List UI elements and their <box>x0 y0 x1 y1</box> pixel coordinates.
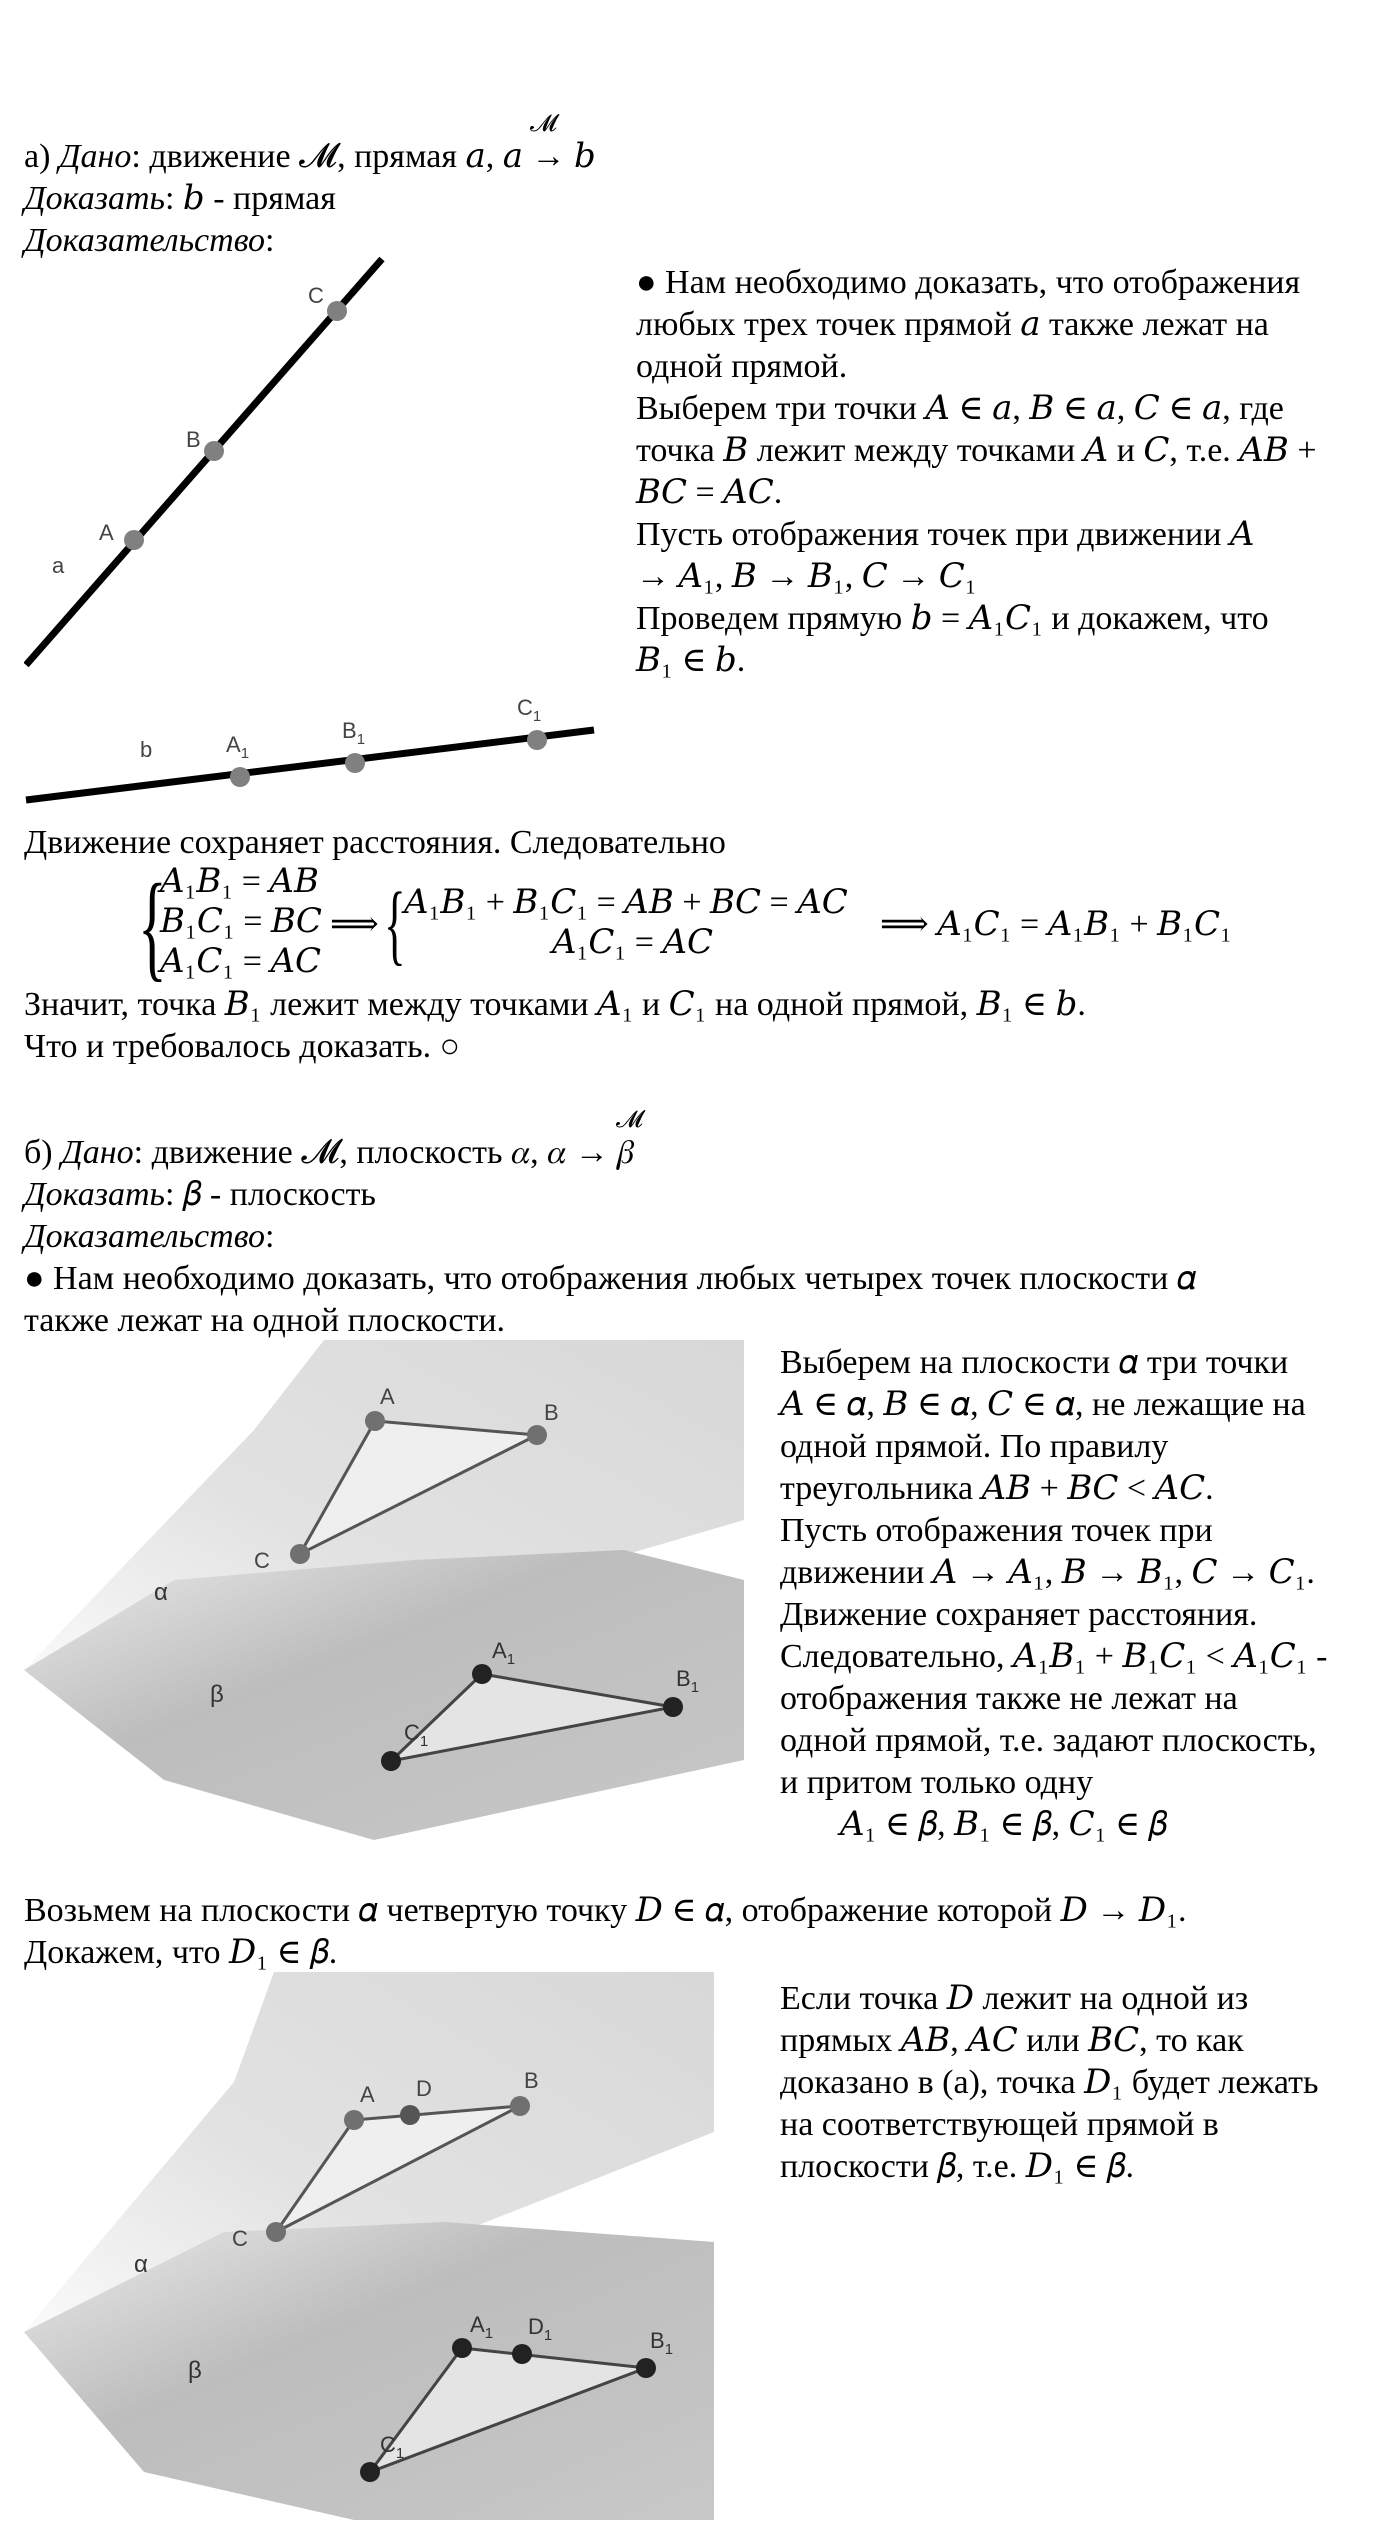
text-line: прямых 𝐴𝐵, 𝐴𝐶 или 𝐵𝐶, то как <box>780 2022 1244 2059</box>
text-line: треугольника 𝐴𝐵 + 𝐵𝐶 < 𝐴𝐶. <box>780 1470 1214 1507</box>
point-C <box>290 1544 310 1564</box>
point-B1 <box>636 2358 656 2378</box>
line-a <box>26 259 382 665</box>
conclusion-line-1: Значит, точка 𝐵₁ лежит между точками 𝐴₁ и 𝐶₁ на одной прямой, 𝐵₁ ∈ 𝑏. <box>24 986 1086 1023</box>
point-A1 <box>230 767 250 787</box>
point-A <box>124 530 144 550</box>
part-a-prefix: а) <box>24 138 51 175</box>
given-text-b: : движение 𝓜, плоскость 𝛼, 𝛼 → 𝛽 <box>133 1134 635 1171</box>
given-label-b: Дано <box>61 1134 134 1171</box>
proof-line-b <box>24 1216 274 1258</box>
label-A: A <box>360 2082 375 2107</box>
system2-line2: 𝐴₁𝐶₁ = 𝐴𝐶 <box>552 924 714 961</box>
prove-label-a: Доказать <box>24 180 165 217</box>
text-line: 𝐵₁ ∈ 𝑏. <box>636 642 746 679</box>
text-line: движении 𝐴 → 𝐴₁, 𝐵 → 𝐵₁, 𝐶 → 𝐶₁. <box>780 1554 1315 1591</box>
equation: 𝐴₁𝐵₁ = 𝐴𝐵 <box>160 863 319 900</box>
label-B1: $B_1$ <box>676 1666 700 1696</box>
intro-line-1: ● Нам необходимо доказать, что отображения любых четырех точек плоскости 𝛼 <box>24 1260 1197 1297</box>
prove-text-b: : 𝛽 - плоскость <box>164 1176 376 1213</box>
label-beta: β <box>188 2357 202 2384</box>
point-A1 <box>452 2338 472 2358</box>
text-line: Движение сохраняет расстояния. <box>780 1596 1258 1633</box>
equation: 𝐵₁𝐶₁ = 𝐵𝐶 <box>160 903 322 940</box>
line-b <box>26 730 594 800</box>
point-B1 <box>345 753 365 773</box>
brace-left: { <box>138 859 167 992</box>
point-A1 <box>472 1664 492 1684</box>
proof-colon-a: : <box>265 222 275 259</box>
system1 <box>160 862 322 982</box>
label-B: B <box>544 1400 559 1425</box>
label-C: C <box>308 283 324 308</box>
right-column-b <box>780 1342 1327 1846</box>
point-B1 <box>663 1697 683 1717</box>
label-beta: β <box>210 1681 224 1708</box>
text-line: одной прямой, т.е. задают плоскость, <box>780 1722 1317 1759</box>
text-line: одной прямой. По правилу <box>780 1428 1169 1465</box>
figure-planes-1 <box>24 1340 744 1840</box>
right-column-b2 <box>780 1978 1318 2188</box>
text-line: Следовательно, 𝐴₁𝐵₁ + 𝐵₁𝐶₁ < 𝐴₁𝐶₁ - <box>780 1638 1328 1675</box>
right-column-a <box>636 262 1317 682</box>
intro-line-2: также лежат на одной плоскости. <box>24 1302 506 1339</box>
arrow-label-b: 𝓜 <box>616 1107 643 1133</box>
prove-line-a <box>24 178 336 220</box>
point-C1 <box>381 1751 401 1771</box>
equation: 𝐴₁𝐶₁ = 𝐴𝐶 <box>160 943 322 980</box>
part-b-prefix: б) <box>24 1134 53 1171</box>
given-line-b <box>24 1132 635 1174</box>
text-line: ● Нам необходимо доказать, что отображения <box>636 264 1301 301</box>
brace-right: { <box>384 875 406 974</box>
text-line: → 𝐴₁, 𝐵 → 𝐵₁, 𝐶 → 𝐶₁ <box>636 558 977 595</box>
label-C: C <box>232 2226 248 2251</box>
prove-line-b <box>24 1174 376 1216</box>
label-C1: $C_1$ <box>380 2432 405 2462</box>
point-A <box>344 2110 364 2130</box>
label-alpha: α <box>154 1579 168 1606</box>
text-line: любых трех точек прямой 𝑎 также лежат на <box>636 306 1269 343</box>
given-label-a: Дано <box>58 138 132 175</box>
text-line: Проведем прямую 𝑏 = 𝐴₁𝐶₁ и докажем, что <box>636 600 1269 637</box>
text-line: точка 𝐵 лежит между точками 𝐴 и 𝐶, т.е. 𝐴𝐵 + <box>636 432 1317 469</box>
fourth-point-line-1: Возьмем на плоскости 𝛼 четвертую точку 𝐷 ∈ 𝛼, отображение которой 𝐷 → 𝐷₁. <box>24 1892 1187 1929</box>
point-B <box>527 1425 547 1445</box>
label-C1: $C_1$ <box>517 695 542 725</box>
point-C1 <box>527 730 547 750</box>
label-D: D <box>416 2076 432 2101</box>
system2-line1: 𝐴₁𝐵₁ + 𝐵₁𝐶₁ = 𝐴𝐵 + 𝐵𝐶 = 𝐴𝐶 <box>404 884 848 921</box>
text-line: Если точка 𝐷 лежит на одной из <box>780 1980 1249 2017</box>
text-line: доказано в (а), точка 𝐷₁ будет лежать <box>780 2064 1319 2101</box>
text-line: плоскости 𝛽, т.е. 𝐷₁ ∈ 𝛽. <box>780 2148 1135 2185</box>
point-C <box>266 2222 286 2242</box>
point-B <box>204 441 224 461</box>
label-B: B <box>186 427 201 452</box>
label-B1: $B_1$ <box>342 718 366 748</box>
label-B: B <box>524 2068 539 2093</box>
text-line: и притом только одну <box>780 1764 1094 1801</box>
point-D <box>400 2105 420 2125</box>
text-line: Пусть отображения точек при <box>780 1512 1213 1549</box>
text-line: Выберем на плоскости 𝛼 три точки <box>780 1344 1289 1381</box>
text-line: отображения также не лежат на <box>780 1680 1238 1717</box>
label-A1: $A_1$ <box>226 732 250 762</box>
figure-lines <box>24 255 604 815</box>
point-C <box>327 301 347 321</box>
result-line: ⟹ 𝐴₁𝐶₁ = 𝐴₁𝐵₁ + 𝐵₁𝐶₁ <box>880 906 1232 943</box>
proof-label-b: Доказательство <box>24 1218 266 1255</box>
label-B1: $B_1$ <box>650 2328 674 2358</box>
label-b-line: b <box>140 737 153 762</box>
label-A1: $A_1$ <box>470 2312 494 2342</box>
memberships-line: 𝐴₁ ∈ 𝛽, 𝐵₁ ∈ 𝛽, 𝐶₁ ∈ 𝛽 <box>840 1806 1168 1843</box>
point-C1 <box>360 2462 380 2482</box>
label-C1: $C_1$ <box>404 1720 429 1750</box>
text-line: 𝐵𝐶 = 𝐴𝐶. <box>636 474 783 511</box>
text-line: Выберем три точки 𝐴 ∈ 𝑎, 𝐵 ∈ 𝑎, 𝐶 ∈ 𝑎, где <box>636 390 1284 427</box>
label-D1: $D_1$ <box>528 2314 553 2344</box>
text-line: одной прямой. <box>636 348 848 385</box>
proof-label-a: Доказательство <box>24 222 266 259</box>
given-text-a: : движение 𝓜, прямая 𝑎, 𝑎 → 𝑏 <box>131 138 596 175</box>
arrow-label-a: 𝓜 <box>530 111 557 137</box>
conclusion-line-2: Что и требовалось доказать. ○ <box>24 1028 461 1065</box>
prove-label-b: Доказать <box>24 1176 165 1213</box>
given-line-a <box>24 136 596 178</box>
implies-sign: ⟹ <box>330 906 379 943</box>
point-D1 <box>512 2344 532 2364</box>
label-C: C <box>254 1548 270 1573</box>
point-B <box>510 2096 530 2116</box>
label-A1: $A_1$ <box>492 1638 516 1668</box>
distance-line: Движение сохраняет расстояния. Следовательно <box>24 824 726 861</box>
label-A: A <box>99 520 114 545</box>
proof-colon-b: : <box>265 1218 275 1255</box>
fourth-point-line-2: Докажем, что 𝐷₁ ∈ 𝛽. <box>24 1934 338 1971</box>
label-a-line: a <box>52 553 65 578</box>
text-line: 𝐴 ∈ 𝛼, 𝐵 ∈ 𝛼, 𝐶 ∈ 𝛼, не лежащие на <box>780 1386 1306 1423</box>
prove-text-a: : 𝑏 - прямая <box>164 180 336 217</box>
text-line: на соответствующей прямой в <box>780 2106 1219 2143</box>
label-A: A <box>380 1384 395 1409</box>
text-line: Пусть отображения точек при движении 𝐴 <box>636 516 1255 553</box>
label-alpha: α <box>134 2251 148 2278</box>
figure-planes-2 <box>24 1972 714 2520</box>
point-A <box>365 1411 385 1431</box>
